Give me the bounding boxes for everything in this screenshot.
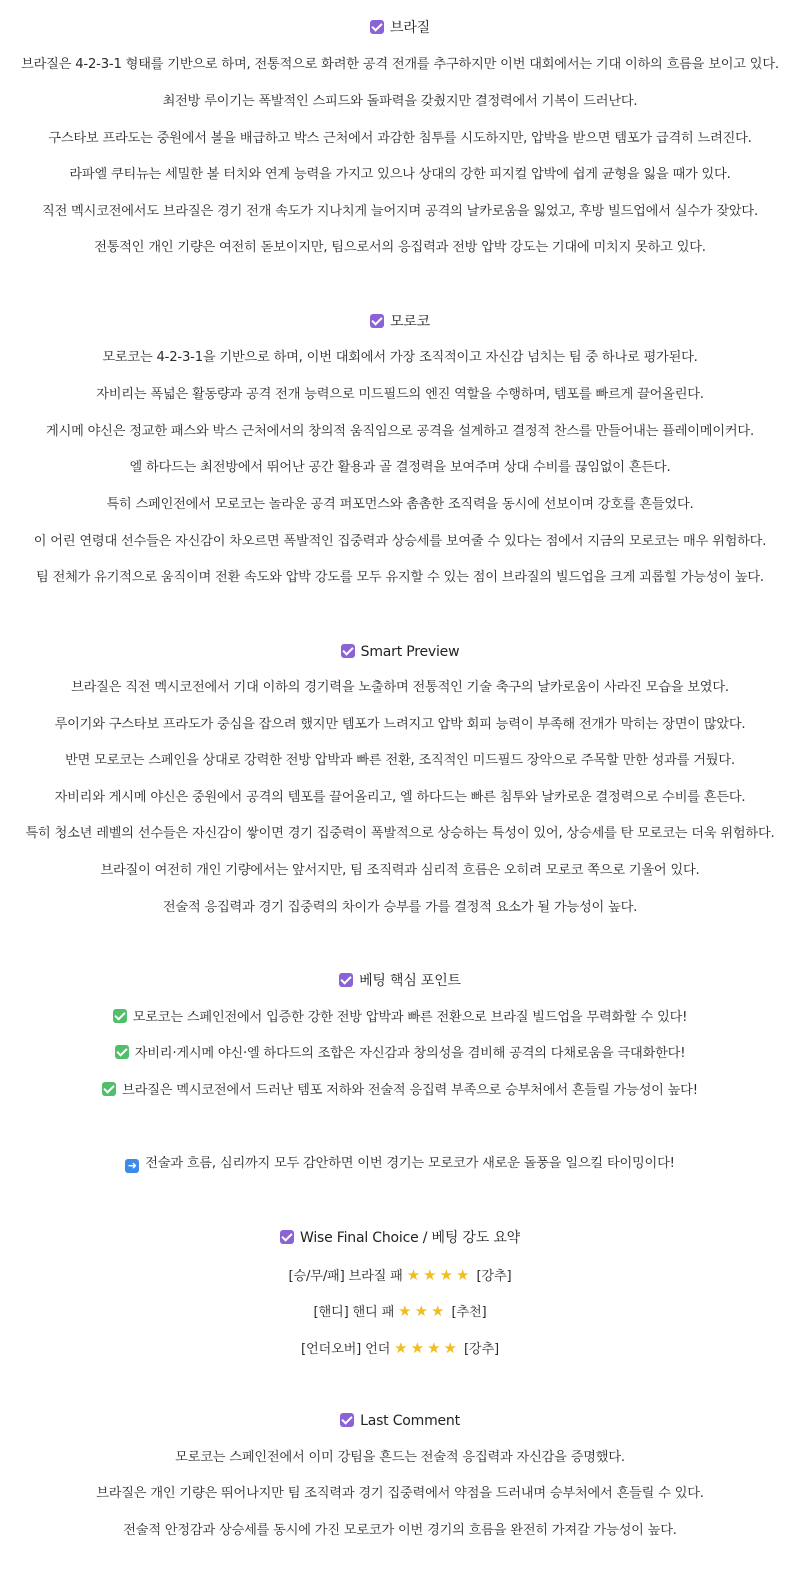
paragraph-line: 게시메 야신은 정교한 패스와 박스 근처에서의 창의적 움직임으로 공격을 설계하고 결정적 찬스를 만들어내는 플레이메이커다. [46,424,754,439]
pick-row [0,1263,800,1287]
heading-text: 베팅 핵심 포인트 [359,973,461,989]
paragraph-line: 브라질이 여전히 개인 기량에서는 앞서지만, 팀 조직력과 심리적 흐름은 오히려 모로코 쪽으로 기울어 있다. [100,863,700,878]
paragraph-line: 구스타보 프라도는 중원에서 볼을 배급하고 박스 근처에서 과감한 침투를 시도하지만, 압박을 받으면 템포가 급격히 느려진다. [48,131,752,146]
checkbox-icon [341,644,355,658]
star-rating-icon: ★★★ [398,1302,448,1320]
paragraph-line: 라파엘 쿠티뉴는 세밀한 볼 터치와 연계 능력을 가지고 있으나 상대의 강한 피지컬 압박에 쉽게 균형을 잃을 때가 있다. [69,167,731,182]
pick-row [0,1299,800,1323]
heading-text: Wise Final Choice / 베팅 강도 요약 [300,1230,520,1246]
paragraph-line: 반면 모로코는 스페인을 상대로 강력한 전방 압박과 빠른 전환, 조직적인 미드필드 장악으로 주목할 만한 성과를 거뒀다. [65,753,735,768]
green-check-icon [102,1082,116,1096]
conclusion-text: 전술과 흐름, 심리까지 모두 감안하면 이번 경기는 모로코가 새로운 돌풍을 일으킬 타이밍이다! [145,1156,675,1171]
paragraph-line: 모로코는 4-2-3-1을 기반으로 하며, 이번 대회에서 가장 조직적이고 자신감 넘치는 팀 중 하나로 평가된다. [102,350,698,365]
section-heading-brazil [0,16,800,40]
betting-point [0,1006,800,1030]
paragraph-line: 특히 청소년 레벨의 선수들은 자신감이 쌓이면 경기 집중력이 폭발적으로 상승하는 특성이 있어, 상승세를 탄 모로코는 더욱 위험하다. [25,826,775,841]
paragraph-line: 엘 하다드는 최전방에서 뛰어난 공간 활용과 골 결정력을 보여주며 상대 수비를 끊임없이 흔든다. [129,460,671,475]
green-check-icon [115,1045,129,1059]
green-check-icon [113,1009,127,1023]
betting-point-text: 자비리·게시메 야신·엘 하다드의 조합은 자신감과 창의성을 겸비해 공격의 다채로움을 극대화한다! [134,1046,686,1061]
section-heading-last-comment [0,1409,800,1433]
betting-point-text: 브라질은 멕시코전에서 드러난 템포 저하와 전술적 응집력 부족으로 승부처에서 흔들릴 가능성이 높다! [122,1083,698,1098]
section-heading-final-choice [0,1226,800,1250]
section-heading-betting [0,969,800,993]
star-rating-icon: ★★★★ [406,1266,473,1284]
paragraph-line: 특히 스페인전에서 모로코는 놀라운 공격 퍼포먼스와 촘촘한 조직력을 동시에 선보이며 강호를 흔들었다. [106,497,694,512]
star-rating-icon: ★★★★ [394,1339,460,1357]
checkbox-icon [370,20,384,34]
paragraph-line: 이 어린 연령대 선수들은 자신감이 차오르면 폭발적인 집중력과 상승세를 보여줄 수 있다는 점에서 지금의 모로코는 매우 위험하다. [33,534,767,549]
checkbox-icon [339,973,353,987]
heading-text: 브라질 [390,20,430,36]
section-heading-morocco [0,310,800,334]
paragraph-line: 전통적인 개인 기량은 여전히 돋보이지만, 팀으로서의 응집력과 전방 압박 강도는 기대에 미치지 못하고 있다. [94,240,706,255]
paragraph-line: 최전방 루이기는 폭발적인 스피드와 돌파력을 갖췄지만 결정력에서 기복이 드러난다. [162,94,638,109]
pick-label: [언더오버] 언더 [301,1342,391,1357]
pick-row [0,1336,800,1360]
heading-text: Last Comment [360,1413,460,1429]
arrow-right-icon: ➜ [125,1159,139,1173]
paragraph-line: 팀 전체가 유기적으로 움직이며 전환 속도와 압박 강도를 모두 유지할 수 있는 점이 브라질의 빌드업을 크게 괴롭힐 가능성이 높다. [36,570,764,585]
paragraph-line: 브라질은 4-2-3-1 형태를 기반으로 하며, 전통적으로 화려한 공격 전개를 추구하지만 이번 대회에서는 기대 이하의 흐름을 보이고 있다. [21,57,779,72]
paragraph-line: 자비리와 게시메 야신은 중원에서 공격의 템포를 끌어올리고, 엘 하다드는 빠른 침투와 날카로운 결정력으로 수비를 흔든다. [54,790,746,805]
checkbox-icon [370,314,384,328]
paragraph-line: 루이기와 구스타보 프라도가 중심을 잡으려 했지만 템포가 느려지고 압박 회피 능력이 부족해 전개가 막히는 장면이 많았다. [54,717,746,732]
betting-conclusion [0,1152,800,1176]
pick-label: [핸디] 핸디 패 [313,1305,395,1320]
section-heading-preview [0,640,800,664]
betting-point [0,1042,800,1066]
pick-strength: [강추] [463,1342,499,1357]
betting-point [0,1079,800,1103]
paragraph-line: 모로코는 스페인전에서 이미 강팀을 흔드는 전술적 응집력과 자신감을 증명했다. [175,1450,625,1465]
paragraph-line: 전술적 안정감과 상승세를 동시에 가진 모로코가 이번 경기의 흐름을 완전히 가져갈 가능성이 높다. [123,1523,677,1538]
heading-text: Smart Preview [360,644,460,660]
heading-text: 모로코 [390,314,430,330]
pick-strength: [추천] [451,1305,487,1320]
paragraph-line: 브라질은 개인 기량은 뛰어나지만 팀 조직력과 경기 집중력에서 약점을 드러내며 승부처에서 흔들릴 수 있다. [96,1486,704,1501]
betting-point-text: 모로코는 스페인전에서 입증한 강한 전방 압박과 빠른 전환으로 브라질 빌드업을 무력화할 수 있다! [132,1010,688,1025]
checkbox-icon [340,1413,354,1427]
pick-label: [승/무/패] 브라질 패 [288,1269,403,1284]
paragraph-line: 자비리는 폭넓은 활동량과 공격 전개 능력으로 미드필드의 엔진 역할을 수행하며, 템포를 빠르게 끌어올린다. [96,387,704,402]
checkbox-icon [280,1230,294,1244]
paragraph-line: 전술적 응집력과 경기 집중력의 차이가 승부를 가를 결정적 요소가 될 가능성이 높다. [162,900,638,915]
pick-strength: [강추] [476,1269,512,1284]
paragraph-line: 직전 멕시코전에서도 브라질은 경기 전개 속도가 지나치게 늘어지며 공격의 날카로움을 잃었고, 후방 빌드업에서 실수가 잦았다. [42,204,758,219]
paragraph-line: 브라질은 직전 멕시코전에서 기대 이하의 경기력을 노출하며 전통적인 기술 축구의 날카로움이 사라진 모습을 보였다. [71,680,729,695]
